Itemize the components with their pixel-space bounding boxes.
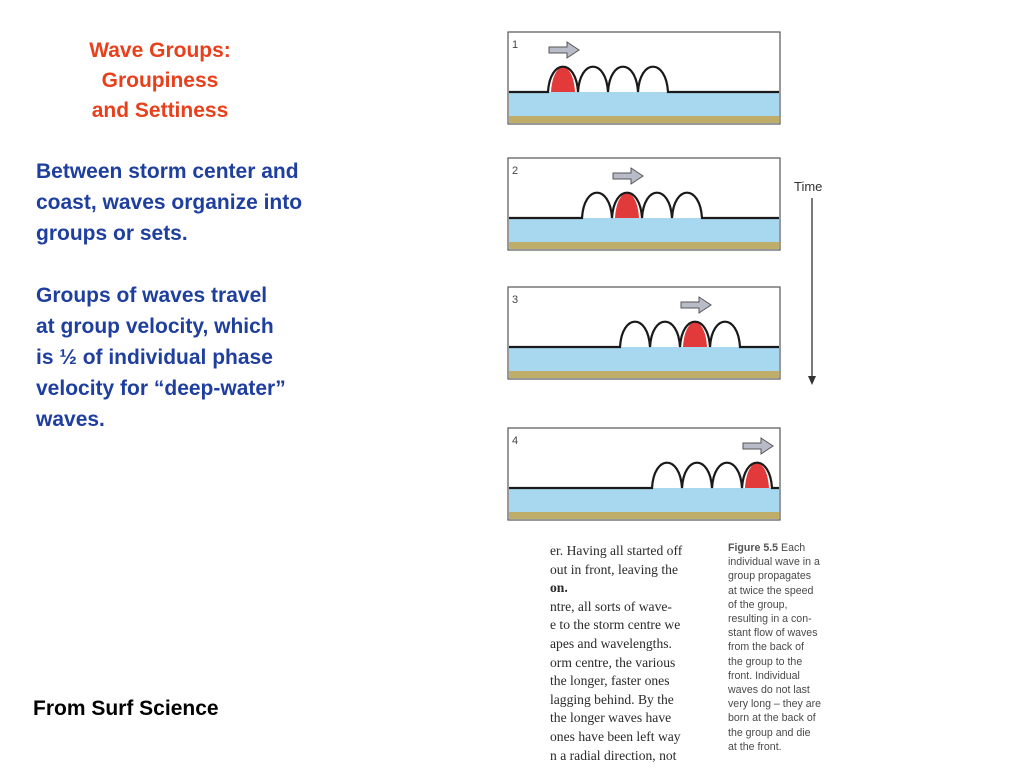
paragraph-line: velocity for “deep-water”: [36, 377, 286, 400]
caption-line: front. Individual: [728, 669, 800, 682]
book-line: ntre, all sorts of wave-: [550, 598, 672, 614]
paragraph-wave-organization: [36, 156, 302, 249]
book-line: ones have been left way: [550, 728, 681, 744]
wave-panel: [508, 32, 780, 124]
panel-number: 3: [512, 294, 519, 306]
caption-line: waves do not last: [728, 684, 810, 697]
book-line: lagging behind. By the: [550, 691, 674, 707]
caption-line: stant flow of waves: [728, 627, 818, 640]
paragraph-line: coast, waves organize into: [36, 191, 303, 214]
paragraph-line: waves.: [36, 408, 105, 431]
caption-line: of the group,: [728, 598, 788, 611]
figure-caption: [728, 541, 832, 754]
caption-line: the group to the: [728, 655, 803, 668]
paragraph-line: Groups of waves travel: [36, 284, 268, 307]
wave-panel: [508, 428, 780, 520]
book-line: apes and wavelengths.: [550, 635, 672, 651]
paragraph-group-velocity: [36, 280, 286, 435]
wave-panel: [508, 287, 780, 379]
book-line: the longer waves have: [550, 710, 672, 726]
book-line: e to the storm centre we: [550, 617, 681, 633]
time-label: Time: [794, 179, 823, 194]
book-line: on.: [550, 580, 568, 596]
paragraph-line: groups or sets.: [36, 222, 188, 245]
time-arrow-head: [808, 376, 816, 385]
seabed: [509, 371, 779, 378]
title-line: and Settiness: [91, 99, 229, 122]
caption-first-words: Each: [781, 542, 806, 554]
panel-number: 4: [512, 435, 519, 447]
water-body: [509, 92, 779, 116]
panel-number: 1: [512, 39, 519, 51]
panel-number: 2: [512, 165, 519, 177]
water-body: [509, 218, 779, 242]
paragraph-line: at group velocity, which: [36, 315, 274, 338]
book-excerpt: [550, 542, 714, 765]
water-body: [509, 488, 779, 512]
seabed: [509, 116, 779, 123]
caption-line: resulting in a con-: [728, 613, 812, 626]
caption-figure-label: Figure 5.5: [728, 542, 779, 554]
wave-group-figure: [480, 0, 860, 545]
caption-line: group propagates: [728, 570, 812, 583]
paragraph-line: Between storm center and: [36, 160, 299, 183]
caption-line: at the front.: [728, 740, 782, 753]
caption-line: individual wave in a: [728, 556, 820, 569]
caption-line: very long – they are: [728, 698, 822, 711]
caption-line: [728, 541, 832, 555]
caption-line: at twice the speed: [728, 584, 814, 597]
source-credit: From Surf Science: [33, 697, 219, 720]
book-line: n a radial direction, not: [550, 747, 677, 763]
seabed: [509, 512, 779, 519]
slide-title: [60, 36, 260, 126]
caption-line: the group and die: [728, 726, 811, 739]
paragraph-line: is ½ of individual phase: [36, 346, 273, 369]
book-line: orm centre, the various: [550, 654, 676, 670]
wave-panel: [508, 158, 780, 250]
book-line: the longer, faster ones: [550, 673, 670, 689]
caption-line: born at the back of: [728, 712, 816, 725]
title-line: Wave Groups:: [89, 39, 231, 62]
book-line: er. Having all started off: [550, 543, 683, 558]
seabed: [509, 242, 779, 249]
book-line: out in front, leaving the: [550, 561, 678, 577]
title-line: Groupiness: [101, 69, 219, 92]
caption-line: from the back of: [728, 641, 804, 654]
water-body: [509, 347, 779, 371]
